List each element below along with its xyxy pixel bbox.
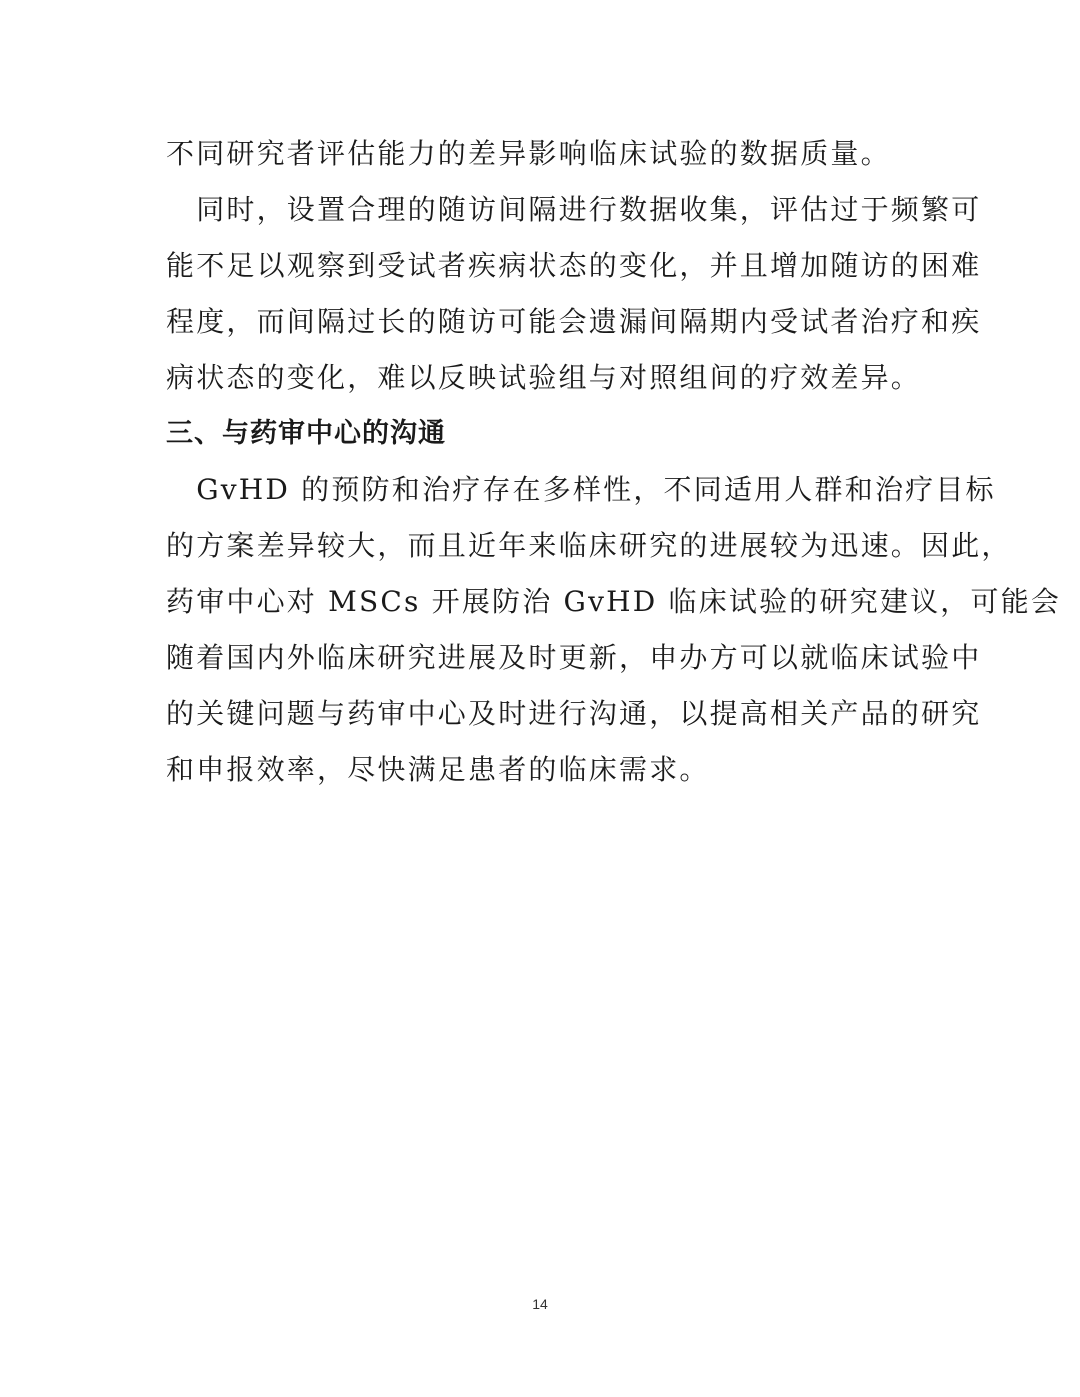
page-number: 14	[532, 1296, 548, 1312]
text-line: 能不足以观察到受试者疾病状态的变化，并且增加随访的困难	[166, 249, 982, 282]
text-line: 不同研究者评估能力的差异影响临床试验的数据质量。	[166, 137, 891, 170]
section-heading: 三、与药审中心的沟通	[166, 418, 446, 449]
text-line: 和申报效率，尽快满足患者的临床需求。	[166, 753, 710, 786]
text-line: GvHD 的预防和治疗存在多样性，不同适用人群和治疗目标	[166, 473, 996, 506]
text-line: 程度，而间隔过长的随访可能会遗漏间隔期内受试者治疗和疾	[166, 305, 982, 338]
text-line: 随着国内外临床研究进展及时更新，申办方可以就临床试验中	[166, 641, 982, 674]
text-line: 病状态的变化，难以反映试验组与对照组间的疗效差异。	[166, 361, 922, 394]
body-text	[166, 126, 1062, 798]
text-line: 的方案差异较大，而且近年来临床研究的进展较为迅速。因此，	[166, 529, 1012, 562]
text-line: 的关键问题与药审中心及时进行沟通，以提高相关产品的研究	[166, 697, 982, 730]
text-line: 同时，设置合理的随访间隔进行数据收集，评估过于频繁可	[166, 193, 982, 226]
text-line: 药审中心对 MSCs 开展防治 GvHD 临床试验的研究建议，可能会	[166, 585, 1062, 618]
